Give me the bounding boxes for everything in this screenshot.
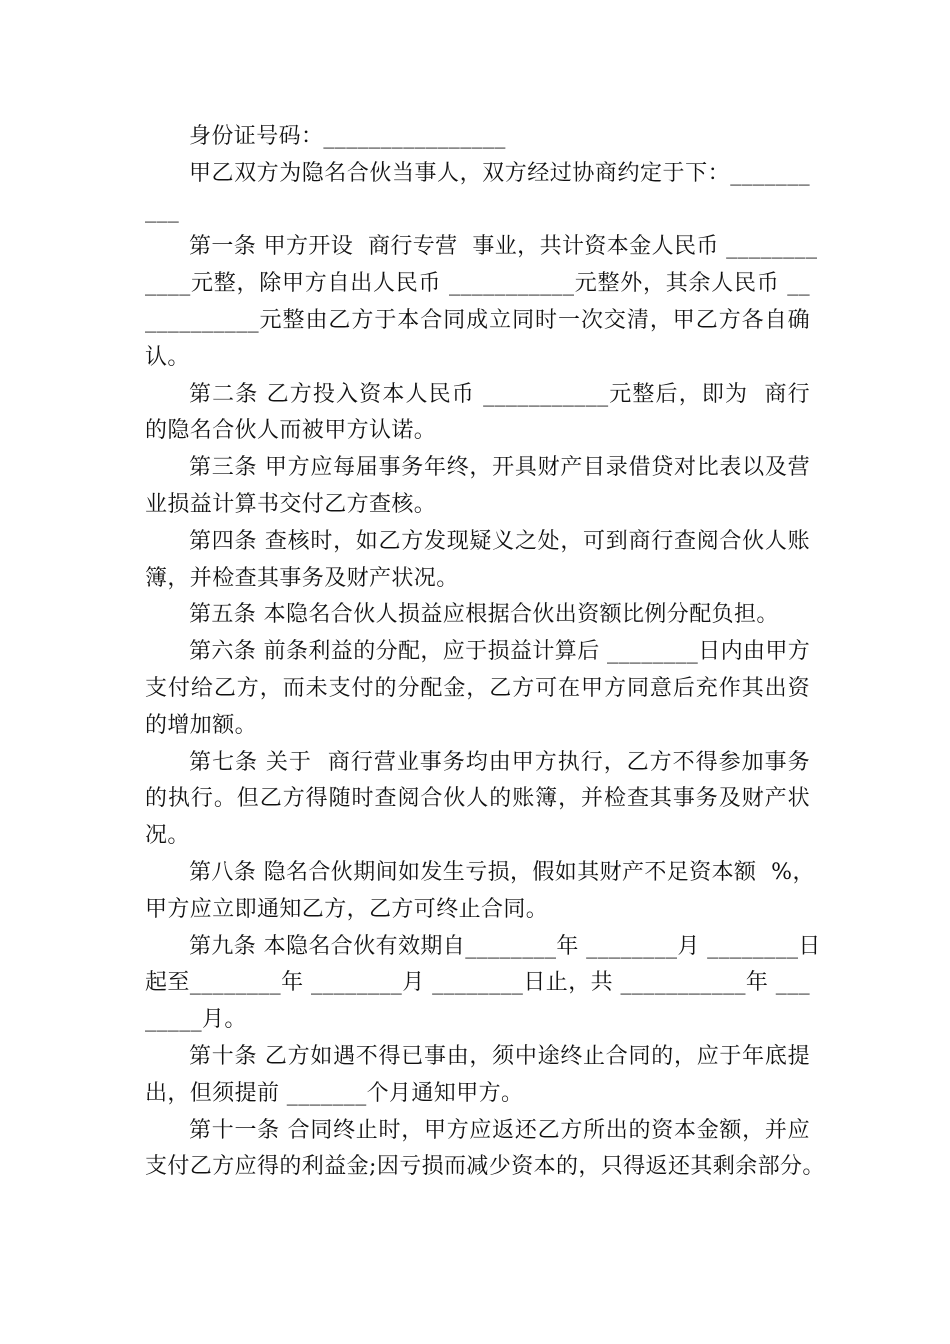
text-line: 第一条 甲方开设 商行专营 事业，共计资本金人民币 ________ bbox=[189, 234, 818, 260]
text-line: _____月。 bbox=[145, 1007, 247, 1033]
document-page bbox=[145, 119, 825, 1186]
text-line: 甲乙双方为隐名合伙当事人，双方经过协商约定于下：_______ bbox=[189, 160, 810, 186]
text-line: ____元整，除甲方自出人民币 ___________元整外，其余人民币 __ bbox=[145, 271, 810, 297]
text-line: 的隐名合伙人而被甲方认诺。 bbox=[145, 418, 437, 444]
text-line: 第四条 查核时，如乙方发现疑义之处，可到商行查阅合伙人账 bbox=[189, 528, 810, 554]
text-line: 起至________年 ________月 ________日止，共 ___________年 ___ bbox=[145, 970, 810, 996]
text-line: __________元整由乙方于本合同成立同时一次交清，甲乙方各自确 bbox=[145, 307, 810, 333]
text-line: 簿，并检查其事务及财产状况。 bbox=[145, 565, 459, 591]
text-line: 第三条 甲方应每届事务年终，开具财产目录借贷对比表以及营 bbox=[189, 455, 810, 481]
text-line: 的增加额。 bbox=[145, 712, 258, 738]
text-line: ___ bbox=[145, 197, 180, 223]
text-line: 第八条 隐名合伙期间如发生亏损，假如其财产不足资本额 %， bbox=[189, 859, 815, 885]
text-line: 的执行。但乙方得随时查阅合伙人的账簿，并检查其事务及财产状 bbox=[145, 786, 810, 812]
text-line: 业损益计算书交付乙方查核。 bbox=[145, 491, 437, 517]
text-line: 身份证号码：________________ bbox=[189, 124, 506, 149]
text-line: 第二条 乙方投入资本人民币 ___________元整后，即为 商行 bbox=[189, 381, 810, 407]
text-line: 况。 bbox=[145, 823, 190, 849]
text-line: 第六条 前条利益的分配，应于损益计算后 ________日内由甲方 bbox=[189, 639, 811, 665]
text-line: 第十条 乙方如遇不得已事由，须中途终止合同的，应于年底提 bbox=[189, 1043, 810, 1069]
text-line: 甲方应立即通知乙方，乙方可终止合同。 bbox=[145, 896, 549, 922]
text-line: 第九条 本隐名合伙有效期自________年 ________月 ________日 bbox=[189, 933, 821, 959]
text-line: 认。 bbox=[145, 344, 190, 370]
text-line: 第五条 本隐名合伙人损益应根据合伙出资额比例分配负担。 bbox=[189, 602, 779, 628]
text-line: 支付乙方应得的利益金;因亏损而减少资本的，只得返还其剩余部分。 bbox=[145, 1154, 825, 1180]
text-line: 第七条 关于 商行营业事务均由甲方执行，乙方不得参加事务 bbox=[189, 749, 810, 775]
text-line: 第十一条 合同终止时，甲方应返还乙方所出的资本金额，并应 bbox=[189, 1117, 810, 1143]
text-line: 支付给乙方，而未支付的分配金，乙方可在甲方同意后充作其出资 bbox=[145, 675, 810, 701]
text-line: 出，但须提前 _______个月通知甲方。 bbox=[145, 1080, 524, 1106]
